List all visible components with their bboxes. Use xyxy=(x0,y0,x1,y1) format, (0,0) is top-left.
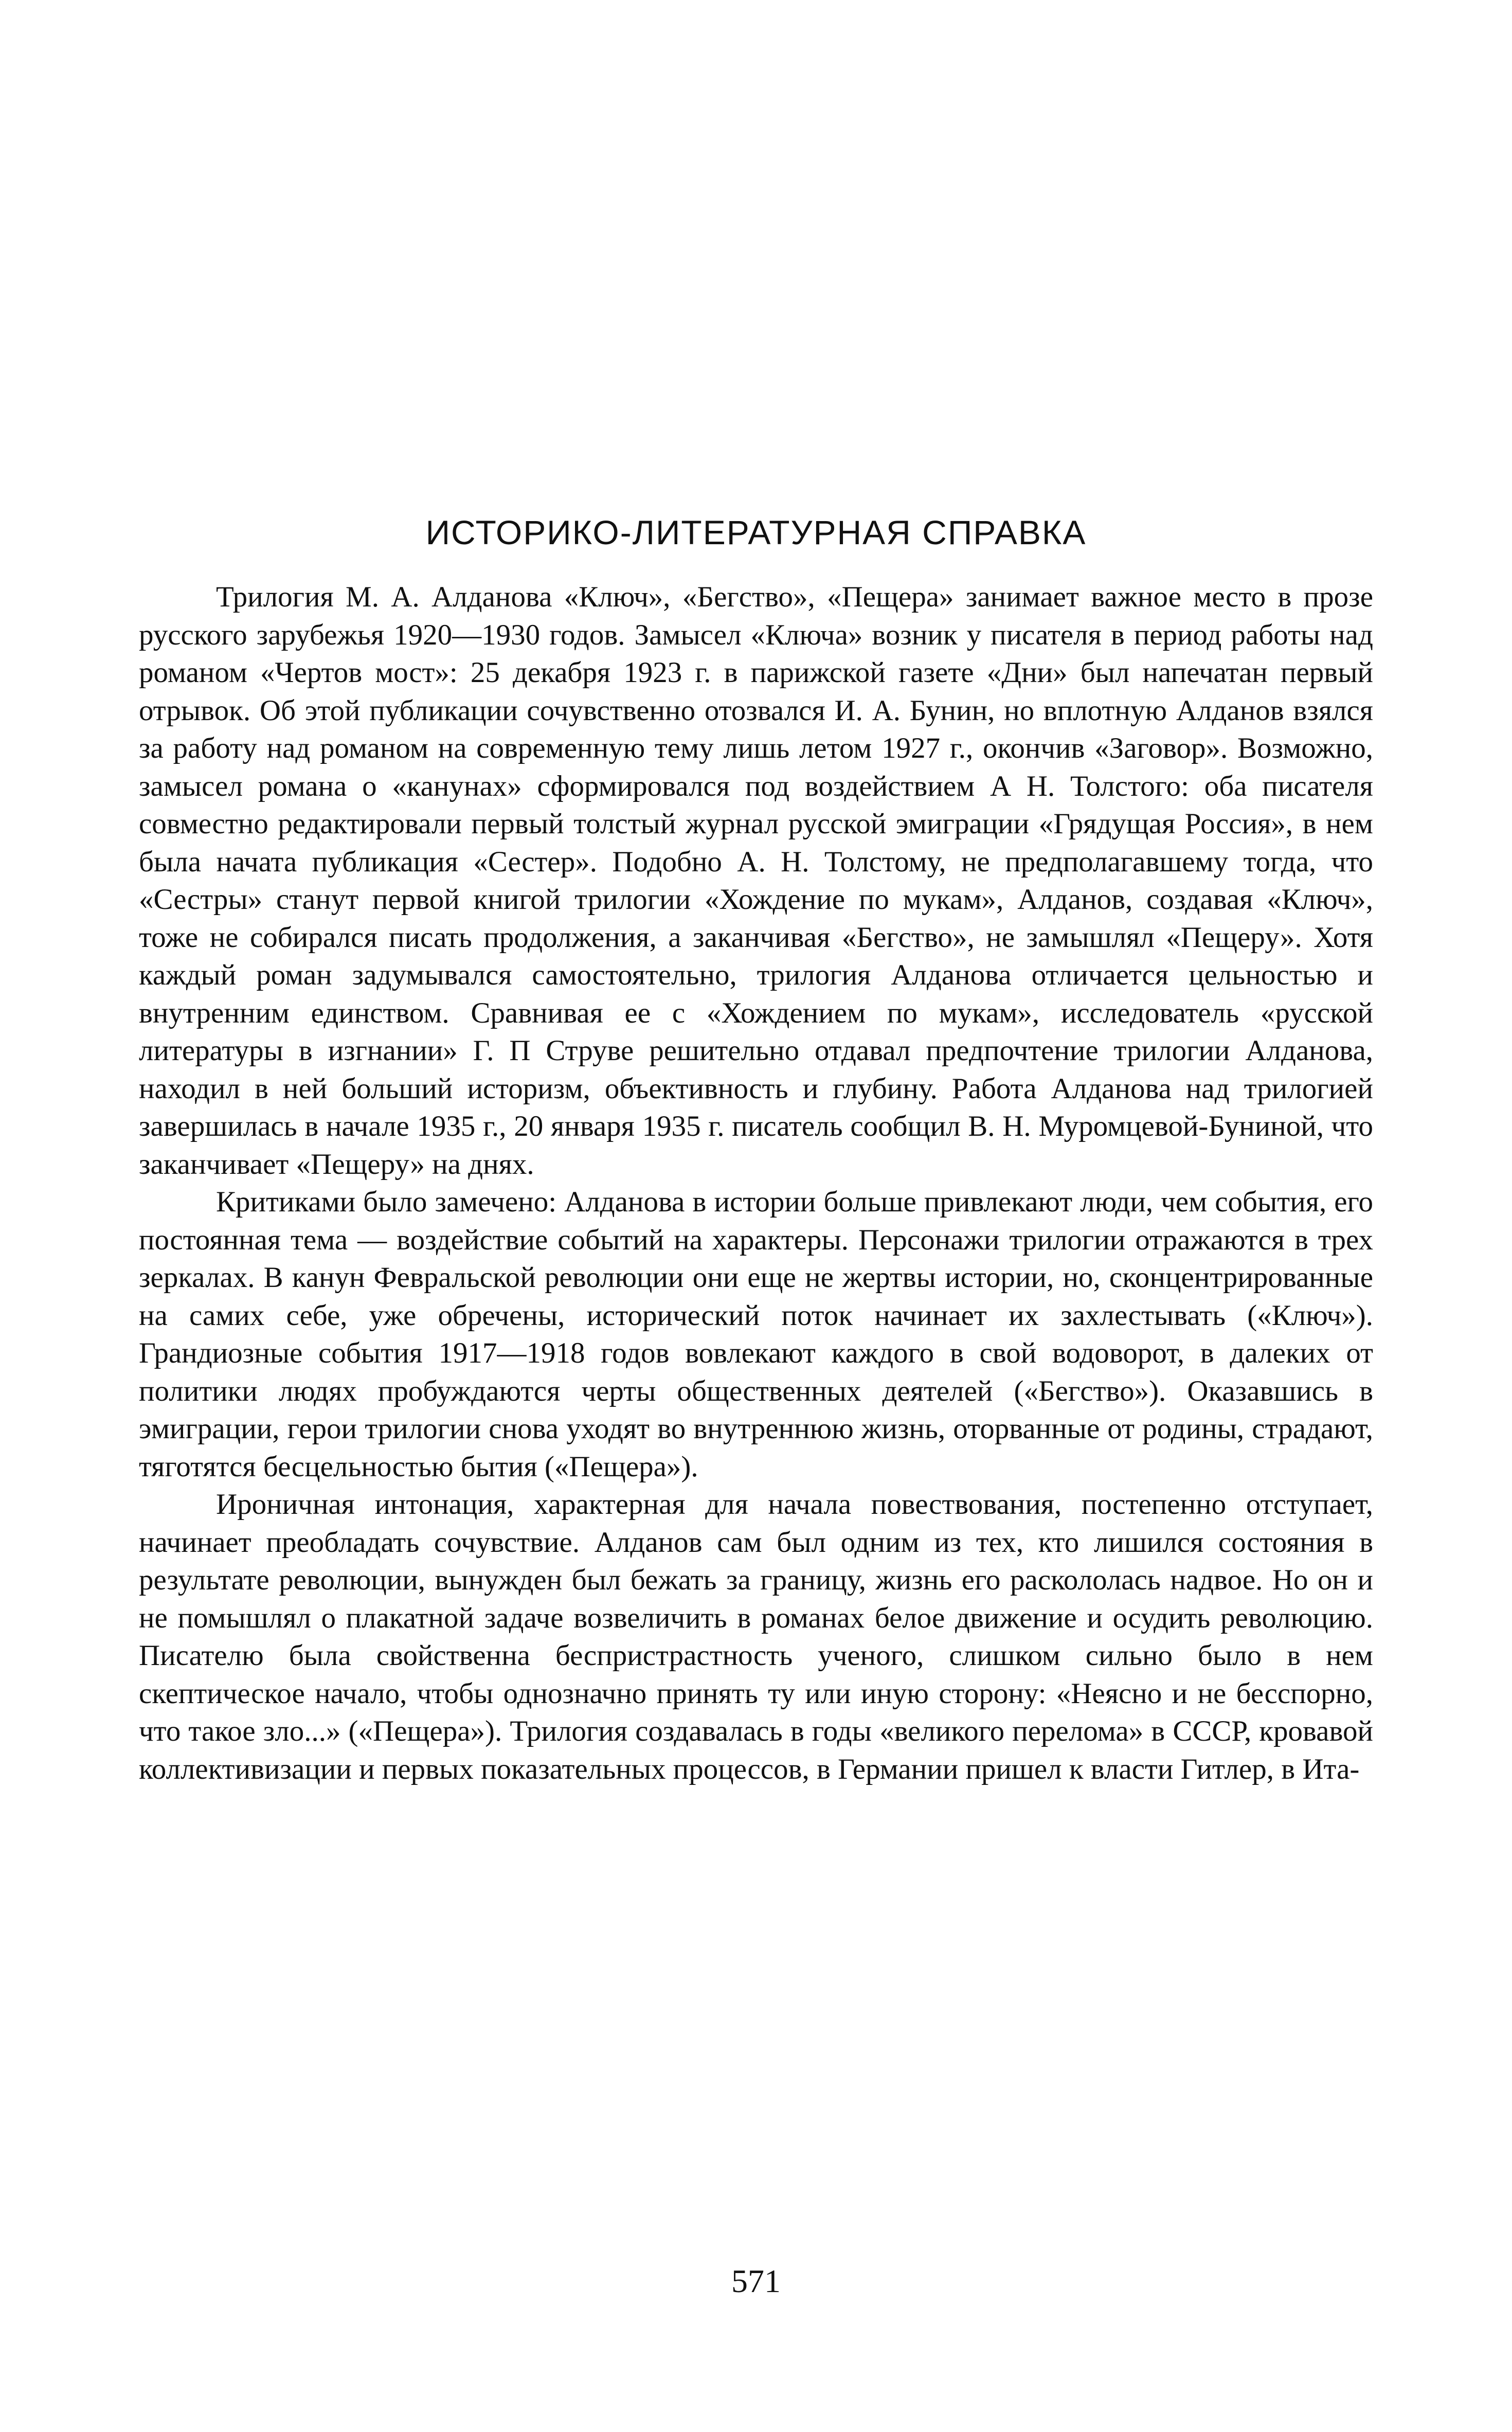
page-body xyxy=(139,509,1373,1788)
paragraph-2: Критиками было замечено: Алданова в истории больше привлекают люди, чем события, его постоянная тема — воздействие событий на характеры. Персонажи трилогии отражаются в трех зеркалах. В канун Февральской революции они еще не жертвы истории, но, сконцентрированные на самих себе, уже обречены, исторический поток начинает их захлестывать («Ключ»). Грандиозные события 1917—1918 годов вовлекают каждого в свой водоворот, в далеких от политики людях пробуждаются черты общественных деятелей («Бегство»). Оказавшись в эмиграции, герои трилогии снова уходят во внутреннюю жизнь, оторванные от родины, страдают, тяготятся бесцельностью бытия («Пещера»). xyxy=(139,1186,1373,1483)
section-heading: ИСТОРИКО-ЛИТЕРАТУРНАЯ СПРАВКА xyxy=(425,513,1087,551)
paragraph-3: Ироничная интонация, характерная для начала повествования, постепенно отступает, начинает преобладать сочувствие. Алданов сам был одним из тех, кто лишился состояния в результате революции, вынужден был бежать за границу, жизнь его раскололась надвое. Но он и не помышлял о плакатной задаче возвеличить в романах белое движение и осудить революцию. Писателю была свойственна беспристрастность ученого, слишком сильно было в нем скептическое начало, чтобы однозначно принять ту или иную сторону: «Неясно и не бесспорно, что такое зло...» («Пещера»). Трилогия создавалась в годы «великого перелома» в СССР, кровавой коллективизации и первых показательных процессов, в Германии пришел к власти Гитлер, в Ита- xyxy=(139,1488,1373,1785)
paragraph-1: Трилогия М. А. Алданова «Ключ», «Бегство», «Пещера» занимает важное место в прозе русского зарубежья 1920—1930 годов. Замысел «Ключа» возник у писателя в период работы над романом «Чертов мост»: 25 декабря 1923 г. в парижской газете «Дни» был напечатан первый отрывок. Об этой публикации сочувственно отозвался И. А. Бунин, но вплотную Алданов взялся за работу над романом на современную тему лишь летом 1927 г., окончив «Заговор». Возможно, замысел романа о «канунах» сформировался под воздействием А Н. Толстого: оба писателя совместно редактировали первый толстый журнал русской эмиграции «Грядущая Россия», в нем была начата публикация «Сестер». Подобно А. Н. Толстому, не предполагавшему тогда, что «Сестры» станут первой книгой трилогии «Хождение по мукам», Алданов, создавая «Ключ», тоже не собирался писать продолжения, а заканчивая «Бегство», не замышлял «Пещеру». Хотя каждый роман задумывался самостоятельно, трилогия Алданова отличается цельностью и внутренним единством. Сравнивая ее с «Хождением по мукам», исследователь «русской литературы в изгнании» Г. П Струве решительно отдавал предпочтение трилогии Алданова, находил в ней больший историзм, объективность и глубину. Работа Алданова над трилогией завершилась в начале 1935 г., 20 января 1935 г. писатель сообщил В. Н. Муромцевой-Буниной, что заканчивает «Пещеру» на днях. xyxy=(139,581,1373,1181)
page-number: 571 xyxy=(731,2263,781,2299)
